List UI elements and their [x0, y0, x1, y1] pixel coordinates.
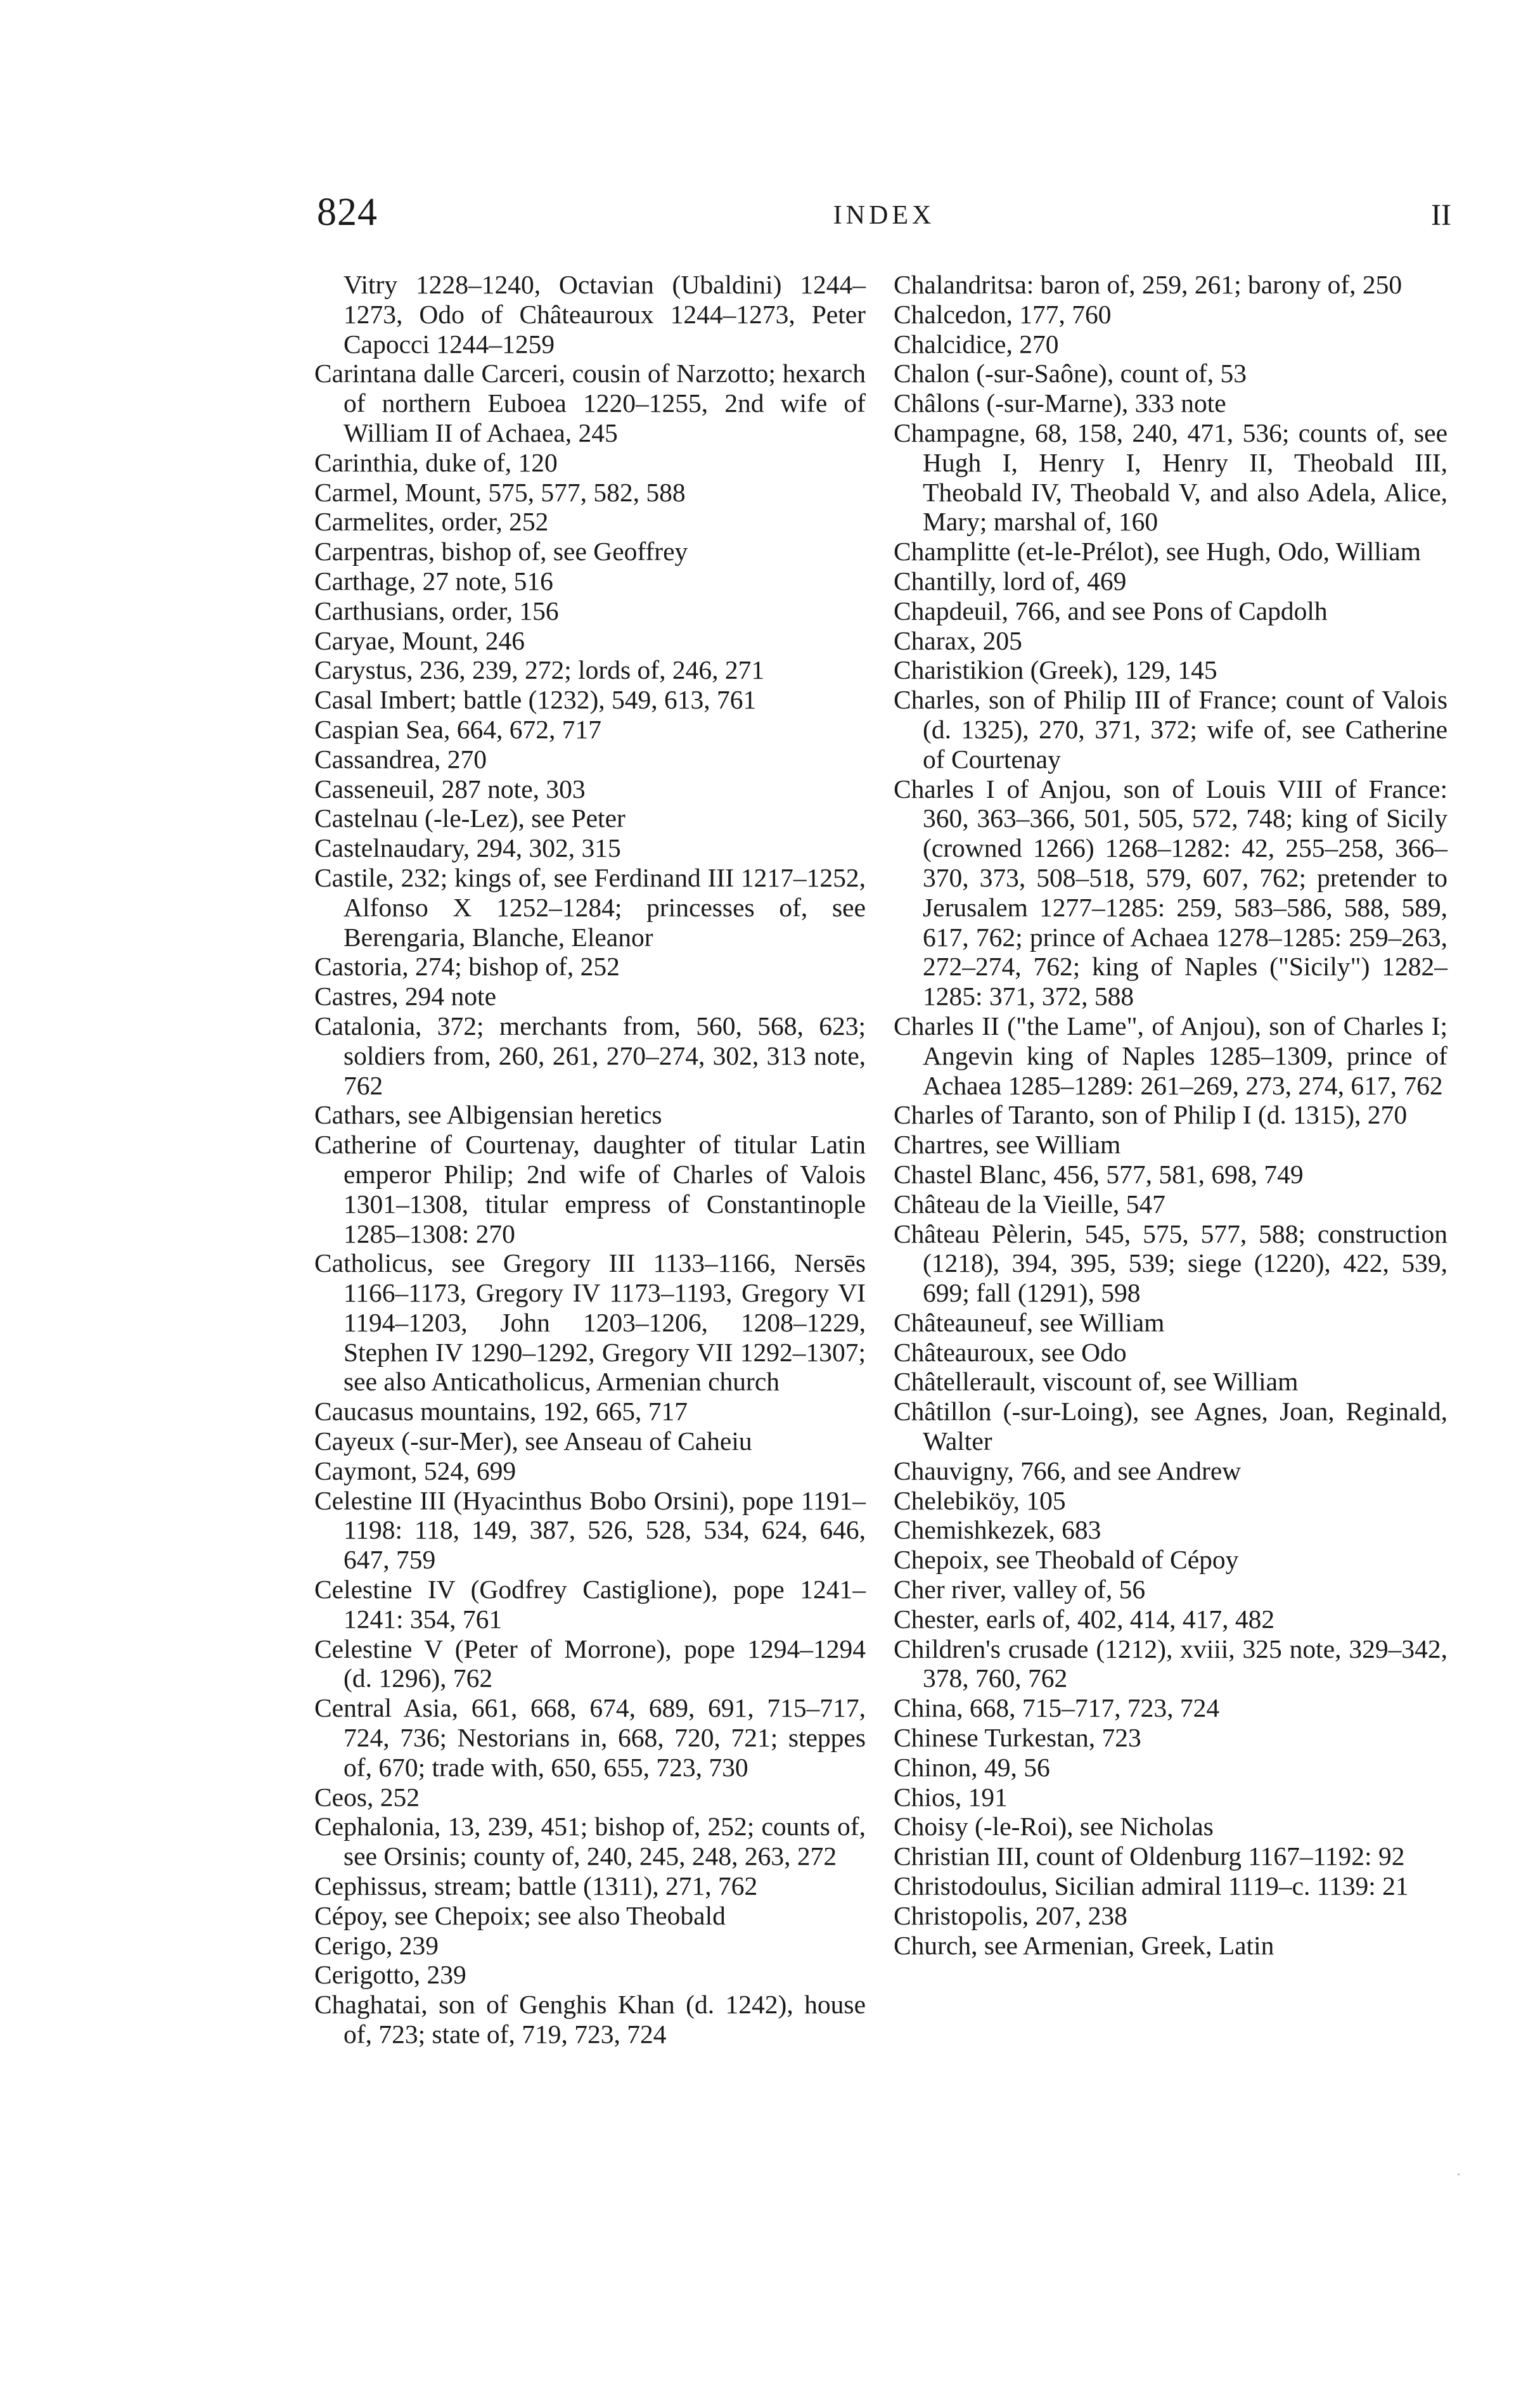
index-entry: Church, see Armenian, Greek, Latin	[894, 1930, 1274, 1960]
running-title: INDEX	[833, 201, 935, 230]
index-entry: Château de la Vieille, 547	[894, 1189, 1165, 1219]
index-entry: Chester, earls of, 402, 414, 417, 482	[894, 1604, 1275, 1634]
index-entry: Chelebiköy, 105	[894, 1485, 1066, 1515]
index-entry: Carmel, Mount, 575, 577, 582, 588	[314, 477, 686, 507]
index-entry: Cephissus, stream; battle (1311), 271, 762	[314, 1871, 758, 1901]
margin-mark	[1458, 2174, 1460, 2175]
index-column-left	[314, 270, 866, 2049]
index-entry: Champagne, 68, 158, 240, 471, 536; counts of, see Hugh I, Henry I, Henry II, Theobald III, Theobald IV, Theobald V, and also Adela, Alice, Mary; marshal of, 160	[894, 418, 1447, 537]
index-entry: Carystus, 236, 239, 272; lords of, 246, 271	[314, 655, 765, 685]
index-entry: Castile, 232; kings of, see Ferdinand III 1217–1252, Alfonso X 1252–1284; princesses of, see Berengaria, Blanche, Eleanor	[314, 862, 866, 952]
index-entry: Caryae, Mount, 246	[314, 625, 525, 655]
index-entry: Casseneuil, 287 note, 303	[314, 774, 586, 804]
index-entry: Chalandritsa: baron of, 259, 261; barony of, 250	[894, 270, 1402, 299]
index-entry: Chios, 191	[894, 1782, 1008, 1812]
index-entry: Cassandrea, 270	[314, 744, 487, 774]
index-entry: Châteauneuf, see William	[894, 1307, 1165, 1337]
index-entry: Caymont, 524, 699	[314, 1456, 517, 1485]
index-entry: Chantilly, lord of, 469	[894, 566, 1127, 596]
index-entry: Chastel Blanc, 456, 577, 581, 698, 749	[894, 1159, 1304, 1189]
page-header	[317, 190, 1451, 241]
index-entry: Castres, 294 note	[314, 982, 496, 1011]
index-entry: Châtillon (-sur-Loing), see Agnes, Joan, Reginald, Walter	[894, 1397, 1447, 1456]
index-entry: Cépoy, see Chepoix; see also Theobald	[314, 1900, 726, 1930]
index-entry: Celestine III (Hyacinthus Bobo Orsini), pope 1191–1198: 118, 149, 387, 526, 528, 534, 624, 646, 647, 759	[314, 1485, 866, 1575]
index-entry: Cerigotto, 239	[314, 1960, 466, 1990]
index-entry: Ceos, 252	[314, 1782, 420, 1812]
index-entry: Carinthia, duke of, 120	[314, 447, 558, 477]
index-entry: Charax, 205	[894, 625, 1022, 655]
index-entry: Castelnaudary, 294, 302, 315	[314, 833, 621, 863]
index-entry: Château Pèlerin, 545, 575, 577, 588; construction (1218), 394, 395, 539; siege (1220), 422, 539, 699; fall (1291), 598	[894, 1219, 1447, 1308]
index-entry: Chalcedon, 177, 760	[894, 299, 1112, 329]
index-entry: Cathars, see Albigensian heretics	[314, 1100, 662, 1130]
index-entry: Casal Imbert; battle (1232), 549, 613, 761	[314, 685, 757, 715]
index-entry: Charles I of Anjou, son of Louis VIII of France: 360, 363–366, 501, 505, 572, 748; king of Sicily (crowned 1266) 1268–1282: 42, 255–258, 366–370, 373, 508–518, 579, 607, 762; pretender to Jerusalem 1277–1285: 259, 583–586, 588, 589, 617, 762; prince of Achaea 1278–1285: 259–263, 272–274, 762; king of Naples ("Sicily") 1282–1285: 371, 372, 588	[894, 774, 1447, 1011]
index-entry: Caucasus mountains, 192, 665, 717	[314, 1397, 688, 1426]
index-entry: Chauvigny, 766, and see Andrew	[894, 1456, 1242, 1485]
index-entry: Carpentras, bishop of, see Geoffrey	[314, 537, 688, 567]
index-entry: Castoria, 274; bishop of, 252	[314, 952, 620, 982]
index-entry: Children's crusade (1212), xviii, 325 note, 329–342, 378, 760, 762	[894, 1634, 1447, 1693]
index-entry: Chalcidice, 270	[894, 329, 1059, 359]
index-entry: Chapdeuil, 766, and see Pons of Capdolh	[894, 596, 1328, 625]
index-entry: Cher river, valley of, 56	[894, 1575, 1146, 1604]
index-entry: Caspian Sea, 664, 672, 717	[314, 714, 601, 744]
index-entry: Vitry 1228–1240, Octavian (Ubaldini) 1244–1273, Odo of Châteauroux 1244–1273, Peter Capocci 1244–1259	[343, 270, 866, 359]
index-entry: Chalon (-sur-Saône), count of, 53	[894, 359, 1247, 388]
index-entry: Carthage, 27 note, 516	[314, 566, 553, 596]
index-entry: Carmelites, order, 252	[314, 507, 549, 537]
index-entry: Celestine IV (Godfrey Castiglione), pope 1241–1241: 354, 761	[314, 1575, 866, 1634]
volume-number: II	[1431, 198, 1451, 232]
page-number: 824	[317, 191, 378, 234]
index-entry: Chaghatai, son of Genghis Khan (d. 1242), house of, 723; state of, 719, 723, 724	[314, 1990, 866, 2049]
index-entry: Chinon, 49, 56	[894, 1752, 1050, 1782]
index-column-right	[894, 270, 1447, 1960]
index-entry: Carthusians, order, 156	[314, 596, 559, 625]
index-entry: Charles of Taranto, son of Philip I (d. 1315), 270	[894, 1100, 1408, 1130]
index-entry: Castelnau (-le-Lez), see Peter	[314, 804, 626, 833]
index-entry: Celestine V (Peter of Morrone), pope 1294–1294 (d. 1296), 762	[314, 1634, 866, 1693]
index-entry: Chartres, see William	[894, 1130, 1121, 1160]
index-entry: Choisy (-le-Roi), see Nicholas	[894, 1812, 1214, 1841]
index-entry: Chepoix, see Theobald of Cépoy	[894, 1545, 1239, 1575]
index-entry: Catholicus, see Gregory III 1133–1166, Nersēs 1166–1173, Gregory IV 1173–1193, Gregory VI 1194–1203, John 1203–1206, 1208–1229, Stephen IV 1290–1292, Gregory VII 1292–1307; see also Anticatholicus, Armenian church	[314, 1248, 866, 1397]
index-entry: Champlitte (et-le-Prélot), see Hugh, Odo, William	[894, 537, 1421, 567]
index-entry: Charles II ("the Lame", of Anjou), son of Charles I; Angevin king of Naples 1285–1309, prince of Achaea 1285–1289: 261–269, 273, 274, 617, 762	[894, 1011, 1447, 1100]
index-entry: Christian III, count of Oldenburg 1167–1192: 92	[894, 1841, 1405, 1871]
index-entry: Châlons (-sur-Marne), 333 note	[894, 388, 1226, 418]
index-entry: China, 668, 715–717, 723, 724	[894, 1693, 1220, 1723]
index-entry: Catalonia, 372; merchants from, 560, 568, 623; soldiers from, 260, 261, 270–274, 302, 313 note, 762	[314, 1011, 866, 1100]
index-entry: Chinese Turkestan, 723	[894, 1723, 1141, 1753]
index-entry: Christopolis, 207, 238	[894, 1900, 1127, 1930]
index-entry: Charles, son of Philip III of France; count of Valois (d. 1325), 270, 371, 372; wife of, see Catherine of Courtenay	[894, 685, 1447, 774]
index-entry: Cayeux (-sur-Mer), see Anseau of Caheiu	[314, 1426, 752, 1456]
index-entry: Chemishkezek, 683	[894, 1515, 1101, 1545]
index-entry: Charistikion (Greek), 129, 145	[894, 655, 1217, 685]
index-entry: Central Asia, 661, 668, 674, 689, 691, 715–717, 724, 736; Nestorians in, 668, 720, 721; steppes of, 670; trade with, 650, 655, 723, 730	[314, 1693, 866, 1782]
index-entry: Catherine of Courtenay, daughter of titular Latin emperor Philip; 2nd wife of Charles of Valois 1301–1308, titular empress of Constantinople 1285–1308: 270	[314, 1130, 866, 1248]
index-entry: Carintana dalle Carceri, cousin of Narzotto; hexarch of northern Euboea 1220–1255, 2nd wife of William II of Achaea, 245	[314, 359, 866, 447]
index-entry: Châtellerault, viscount of, see William	[894, 1367, 1299, 1397]
index-entry: Christodoulus, Sicilian admiral 1119–c. 1139: 21	[894, 1871, 1409, 1901]
index-entry: Cephalonia, 13, 239, 451; bishop of, 252; counts of, see Orsinis; county of, 240, 245, 248, 263, 272	[314, 1812, 866, 1871]
index-entry: Châteauroux, see Odo	[894, 1337, 1127, 1367]
index-entry: Cerigo, 239	[314, 1930, 439, 1960]
